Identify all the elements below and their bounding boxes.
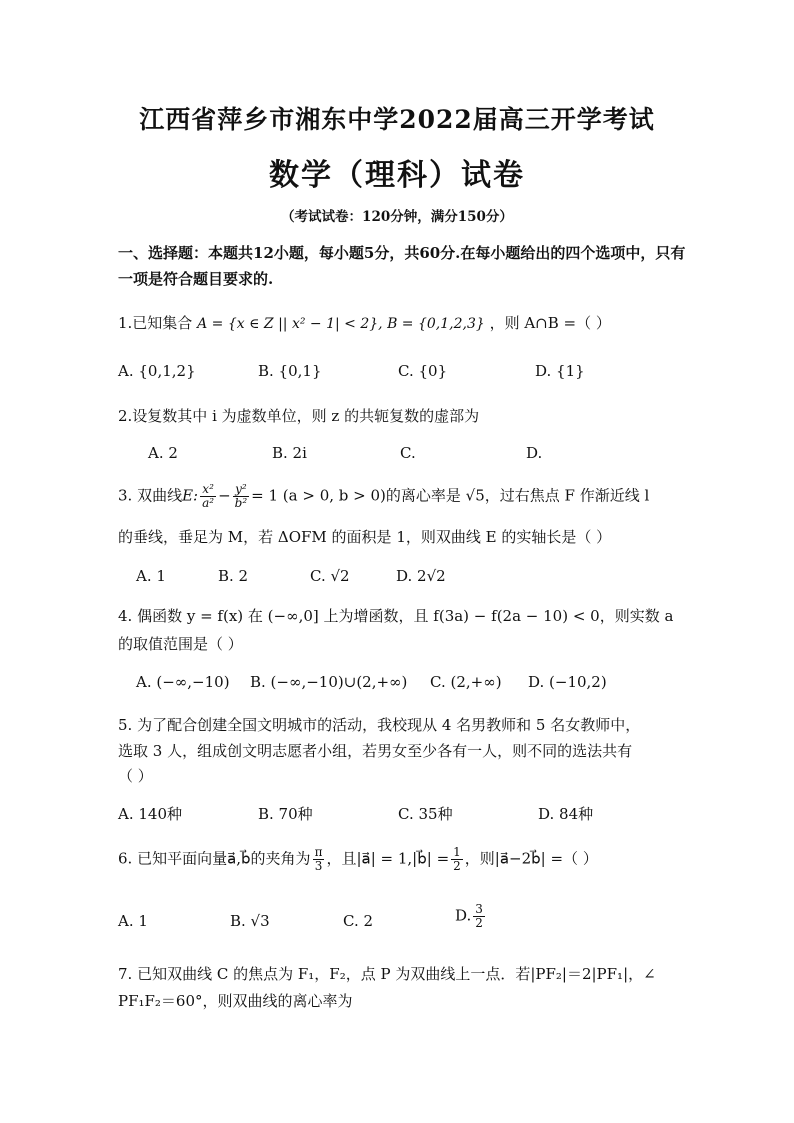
q4-option-a: A. (−∞,−10) [136, 673, 230, 691]
q1-option-d: D. {1} [535, 362, 585, 380]
q3-option-b: B. 2 [218, 567, 249, 585]
question-7-line2: PF₁F₂＝60°，则双曲线的离心率为 [118, 992, 353, 1010]
q6-option-c: C. 2 [343, 912, 374, 930]
q3-fraction-y: $\frac{\text{y²}}{\text{b²}}$ [234, 482, 248, 510]
exam-note: （考试试卷：120分钟，满分150分） [281, 209, 513, 225]
q3-option-a: A. 1 [136, 567, 166, 585]
q2-option-a: A. 2 [148, 444, 178, 462]
q3-line1-tail: = 1 (a > 0, b > 0)的离心率是 √5，过右焦点 F 作渐近线 l [251, 486, 650, 505]
question-5-line3: （ ） [118, 767, 153, 785]
q1-option-a: A. {0,1,2} [118, 362, 196, 380]
section-heading-line2: 一项是符合题目要求的. [118, 270, 274, 288]
q4-option-d: D. (−10,2) [528, 673, 607, 691]
section-heading-line1: 一、选择题：本题共12小题，每小题5分，共60分.在每小题给出的四个选项中，只有 [118, 244, 686, 262]
question-2: 2.设复数其中 i 为虚数单位，则 z 的共轭复数的虚部为 [118, 407, 480, 425]
question-5-line1: 5. 为了配合创建全国文明城市的活动，我校现从 4 名男教师和 5 名女教师中， [118, 716, 641, 734]
q3-curve-label: E: [182, 486, 199, 505]
q6-option-d-fraction: $\frac{3}{2}$ [475, 902, 483, 930]
q1-option-b: B. {0,1} [258, 362, 322, 380]
q2-option-b: B. 2i [272, 444, 307, 462]
q3-option-c: C. √2 [310, 567, 350, 585]
q2-option-c: C. [400, 444, 416, 462]
q5-option-a: A. 140种 [118, 805, 182, 823]
q3-prefix: 3. 双曲线 [118, 486, 183, 505]
question-3-line1: 3. 双曲线E: $\frac{\text{x²}}{\text{a²}}$ − $\frac{\text{y²}}{\text{b²}}$ = 1 (a > 0, b > 0)的离心率是 √5，过右焦点 F 作渐近线 l [118, 482, 650, 510]
question-4-line1: 4. 偶函数 y = f(x) 在 (−∞,0] 上为增函数，且 f(3a) − f(2a − 10) < 0，则实数 a [118, 607, 674, 625]
question-3-line2: 的垂线，垂足为 M，若 ΔOFM 的面积是 1，则双曲线 E 的实轴长是（ ） [118, 528, 612, 546]
question-5-line2: 选取 3 人，组成创文明志愿者小组，若男女至少各有一人，则不同的选法共有 [118, 742, 633, 760]
q5-option-c: C. 35种 [398, 805, 453, 823]
q1-option-c: C. {0} [398, 362, 448, 380]
q6-option-a: A. 1 [118, 912, 148, 930]
q5-option-d: D. 84种 [538, 805, 594, 823]
q4-option-c: C. (2,+∞) [430, 673, 502, 691]
q6-fraction-pi-3: $\frac{\pi}{3}$ [314, 845, 323, 873]
q5-option-b: B. 70种 [258, 805, 313, 823]
q6-stem-a: 6. 已知平面向量a⃗,b⃗的夹角为 [118, 849, 311, 868]
question-4-line2: 的取值范围是（ ） [118, 635, 243, 653]
q6-stem-b: ，且|a⃗| = 1,|b⃗| = [326, 849, 450, 868]
question-6 [118, 846, 598, 873]
q2-option-d: D. [526, 444, 543, 462]
q1-set-expression: A = {x ∈ Z || x² − 1| < 2}, B = {0,1,2,3} [197, 316, 485, 332]
question-7-line1: 7. 已知双曲线 C 的焦点为 F₁，F₂，点 P 为双曲线上一点．若|PF₂|＝2|PF₁|，∠ [118, 965, 656, 983]
q4-option-b: B. (−∞,−10)∪(2,+∞) [250, 673, 408, 691]
q1-tail: ，则 A∩B =（ ） [489, 314, 611, 332]
question-1 [118, 312, 611, 333]
q1-stem: 1.已知集合 [118, 314, 193, 332]
q6-fraction-half: $\frac{1}{2}$ [453, 845, 461, 873]
exam-title: 江西省萍乡市湘东中学2022届高三开学考试 [139, 105, 655, 134]
q3-option-d: D. 2√2 [396, 567, 446, 585]
q6-stem-c: ，则|a⃗−2b⃗| =（ ） [464, 849, 598, 868]
q6-option-b: B. √3 [230, 912, 270, 930]
exam-subtitle: 数学（理科）试卷 [269, 158, 525, 193]
q6-option-d: D. $\frac{3}{2}$ [455, 902, 483, 930]
q3-fraction-x: $\frac{\text{x²}}{\text{a²}}$ [202, 482, 215, 510]
